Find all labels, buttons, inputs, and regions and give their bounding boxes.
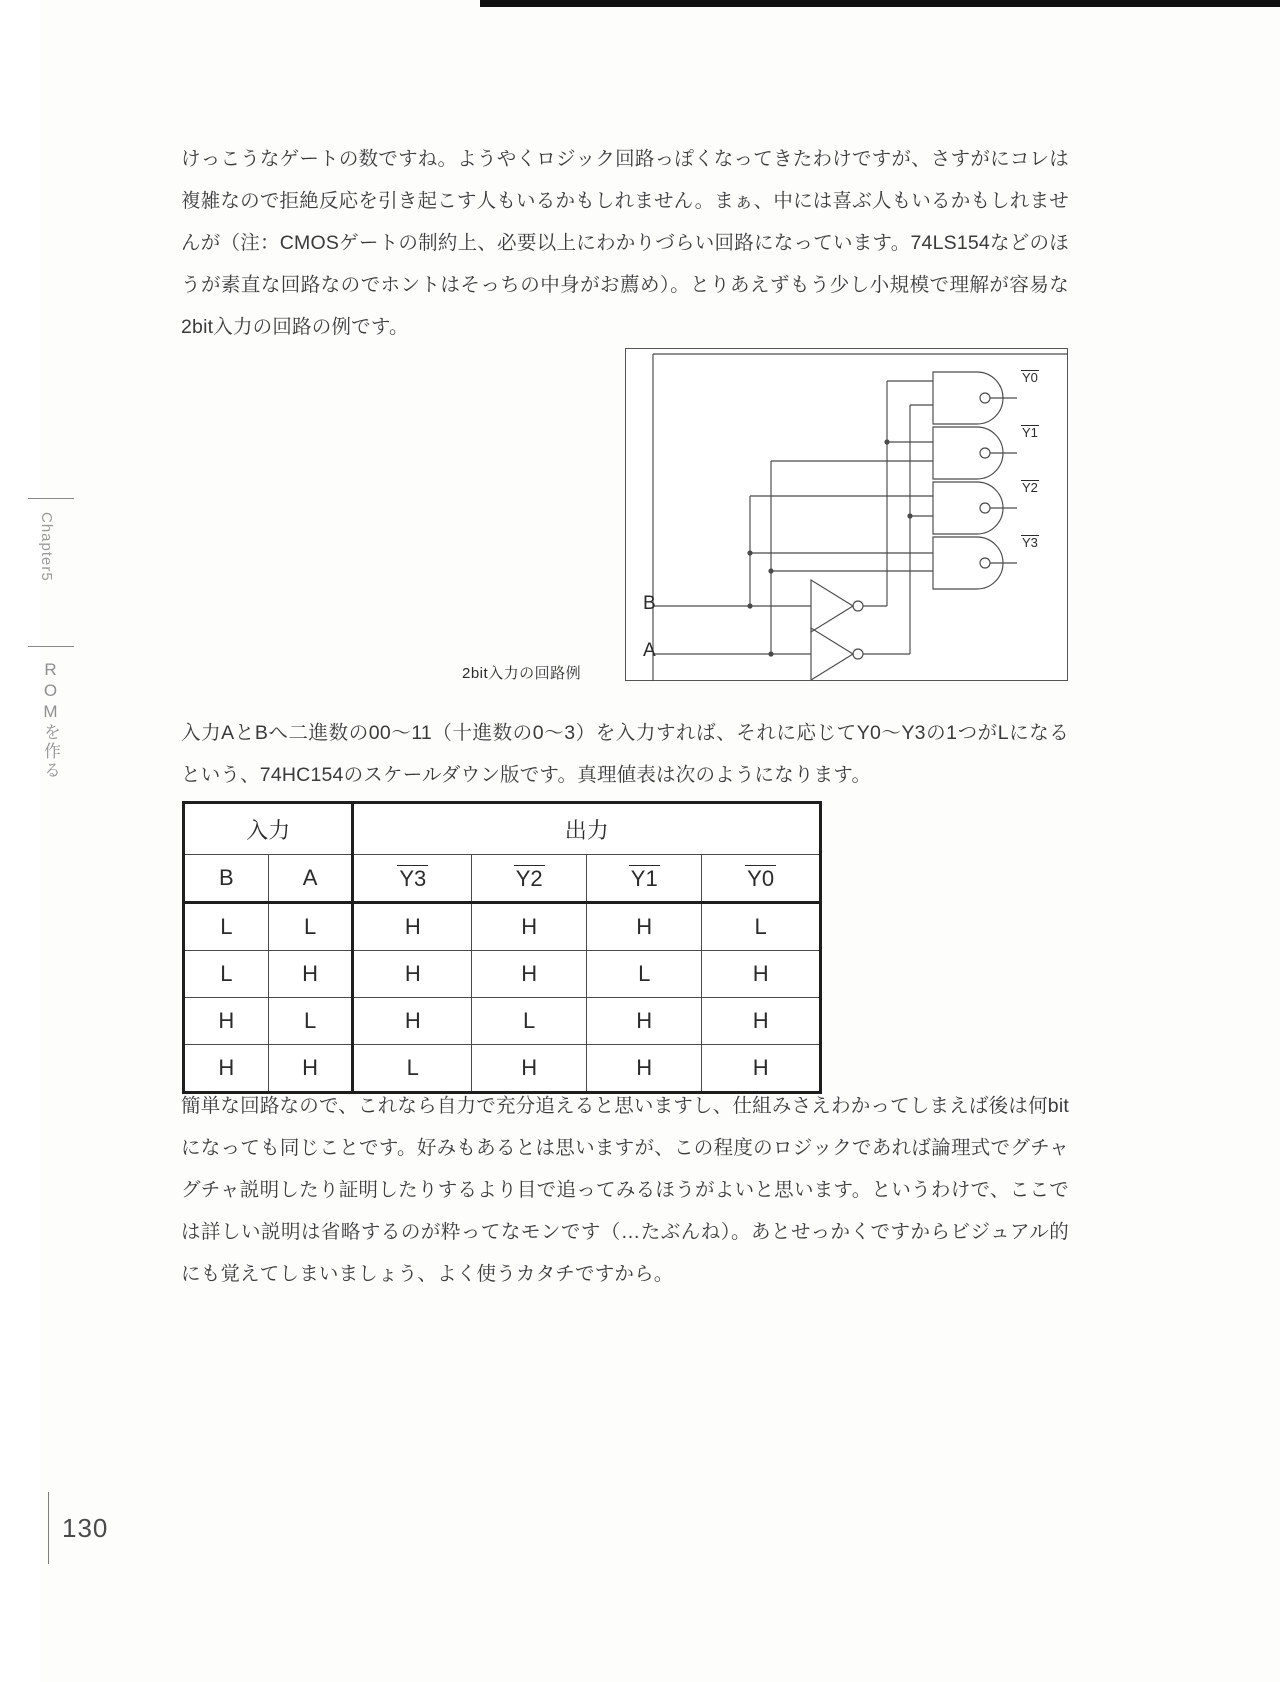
cell-y1: L (587, 951, 702, 998)
table-row (184, 903, 821, 951)
circuit-schematic-svg (625, 348, 1068, 681)
cell-y0: H (702, 951, 821, 998)
cell-b: H (184, 1045, 269, 1093)
col-header-y2: Y2 (472, 855, 587, 903)
col-header-y0: Y0 (702, 855, 821, 903)
cell-a: H (268, 951, 353, 998)
truth-table (182, 801, 822, 1094)
group-header-output: 出力 (353, 803, 821, 855)
input-label-a: A (643, 640, 656, 661)
cell-y2: H (472, 1045, 587, 1093)
cell-b: L (184, 903, 269, 951)
output-label-y3: Y3 (1022, 535, 1038, 550)
rail-divider-top (28, 498, 74, 499)
footer-divider (48, 1492, 49, 1564)
col-header-b: B (184, 855, 269, 903)
cell-y1: H (587, 903, 702, 951)
table-row (184, 998, 821, 1045)
cell-a: H (268, 1045, 353, 1093)
cell-b: L (184, 951, 269, 998)
cell-y0: H (702, 1045, 821, 1093)
cell-y0: L (702, 903, 821, 951)
cell-y3: H (353, 998, 472, 1045)
cell-y3: L (353, 1045, 472, 1093)
cell-y2: H (472, 903, 587, 951)
input-label-b: B (643, 593, 656, 614)
cell-y2: L (472, 998, 587, 1045)
cell-a: L (268, 998, 353, 1045)
col-header-y1: Y1 (587, 855, 702, 903)
rail-divider-mid (28, 646, 74, 647)
chapter-rail (28, 498, 74, 798)
paragraph-top-text: けっこうなゲートの数ですね。ようやくロジック回路っぽくなってきたわけですが、さすがにコレは複雑なので拒絶反応を引き起こす人もいるかもしれません。まぁ、中には喜ぶ人もいるかもしれませんが（注：CMOSゲートの制約上、必要以上にわかりづらい回路になっています。74LS154などのほうが素直な回路なのでホントはそっちの中身がお薦め）。とりあえずもう少し小規模で理解が容易な2bit入力の回路の例です。 (181, 148, 1069, 338)
cell-y0: H (702, 998, 821, 1045)
chapter-rail-title: ROMを作る (41, 660, 60, 780)
table-group-header-row (184, 803, 821, 855)
paragraph-bottom (181, 1085, 1069, 1295)
figure-caption: 2bit入力の回路例 (462, 665, 582, 682)
group-header-input: 入力 (184, 803, 353, 855)
paragraph-top (181, 138, 1069, 348)
cell-y3: H (353, 903, 472, 951)
col-header-y3: Y3 (353, 855, 472, 903)
paragraph-bottom-text: 簡単な回路なので、これなら自力で充分追えると思いますし、仕組みさえわかってしまえば後は何bitになっても同じことです。好みもあるとは思いますが、この程度のロジックであれば論理式でグチャグチャ説明したり証明したりするより目で追ってみるほうがよいと思います。というわけで、ここでは詳しい説明は省略するのが粋ってなモンです（…たぶんね）。あとせっかくですからビジュアル的にも覚えてしまいましょう、よく使うカタチですから。 (181, 1095, 1069, 1285)
col-header-a: A (268, 855, 353, 903)
circuit-figure (625, 348, 1068, 681)
table-row (184, 951, 821, 998)
table-column-header-row (184, 855, 821, 903)
cell-a: L (268, 903, 353, 951)
cell-y1: H (587, 998, 702, 1045)
output-label-y1: Y1 (1022, 425, 1038, 440)
cell-y1: H (587, 1045, 702, 1093)
paragraph-middle-text: 入力AとBへ二進数の00〜11（十進数の0〜3）を入力すれば、それに応じてY0〜Y3の1つがLになるという、74HC154のスケールダウン版です。真理値表は次のようになります。 (181, 722, 1069, 786)
page-number: 130 (62, 1513, 109, 1543)
output-label-y2: Y2 (1022, 480, 1038, 495)
paragraph-middle (181, 712, 1069, 796)
cell-y3: H (353, 951, 472, 998)
cell-y2: H (472, 951, 587, 998)
page-gutter (0, 0, 40, 1682)
cell-b: H (184, 998, 269, 1045)
chapter-rail-number: Chapter5 (38, 512, 55, 582)
output-label-y0: Y0 (1022, 370, 1038, 385)
scan-edge-artifact (480, 0, 1280, 7)
